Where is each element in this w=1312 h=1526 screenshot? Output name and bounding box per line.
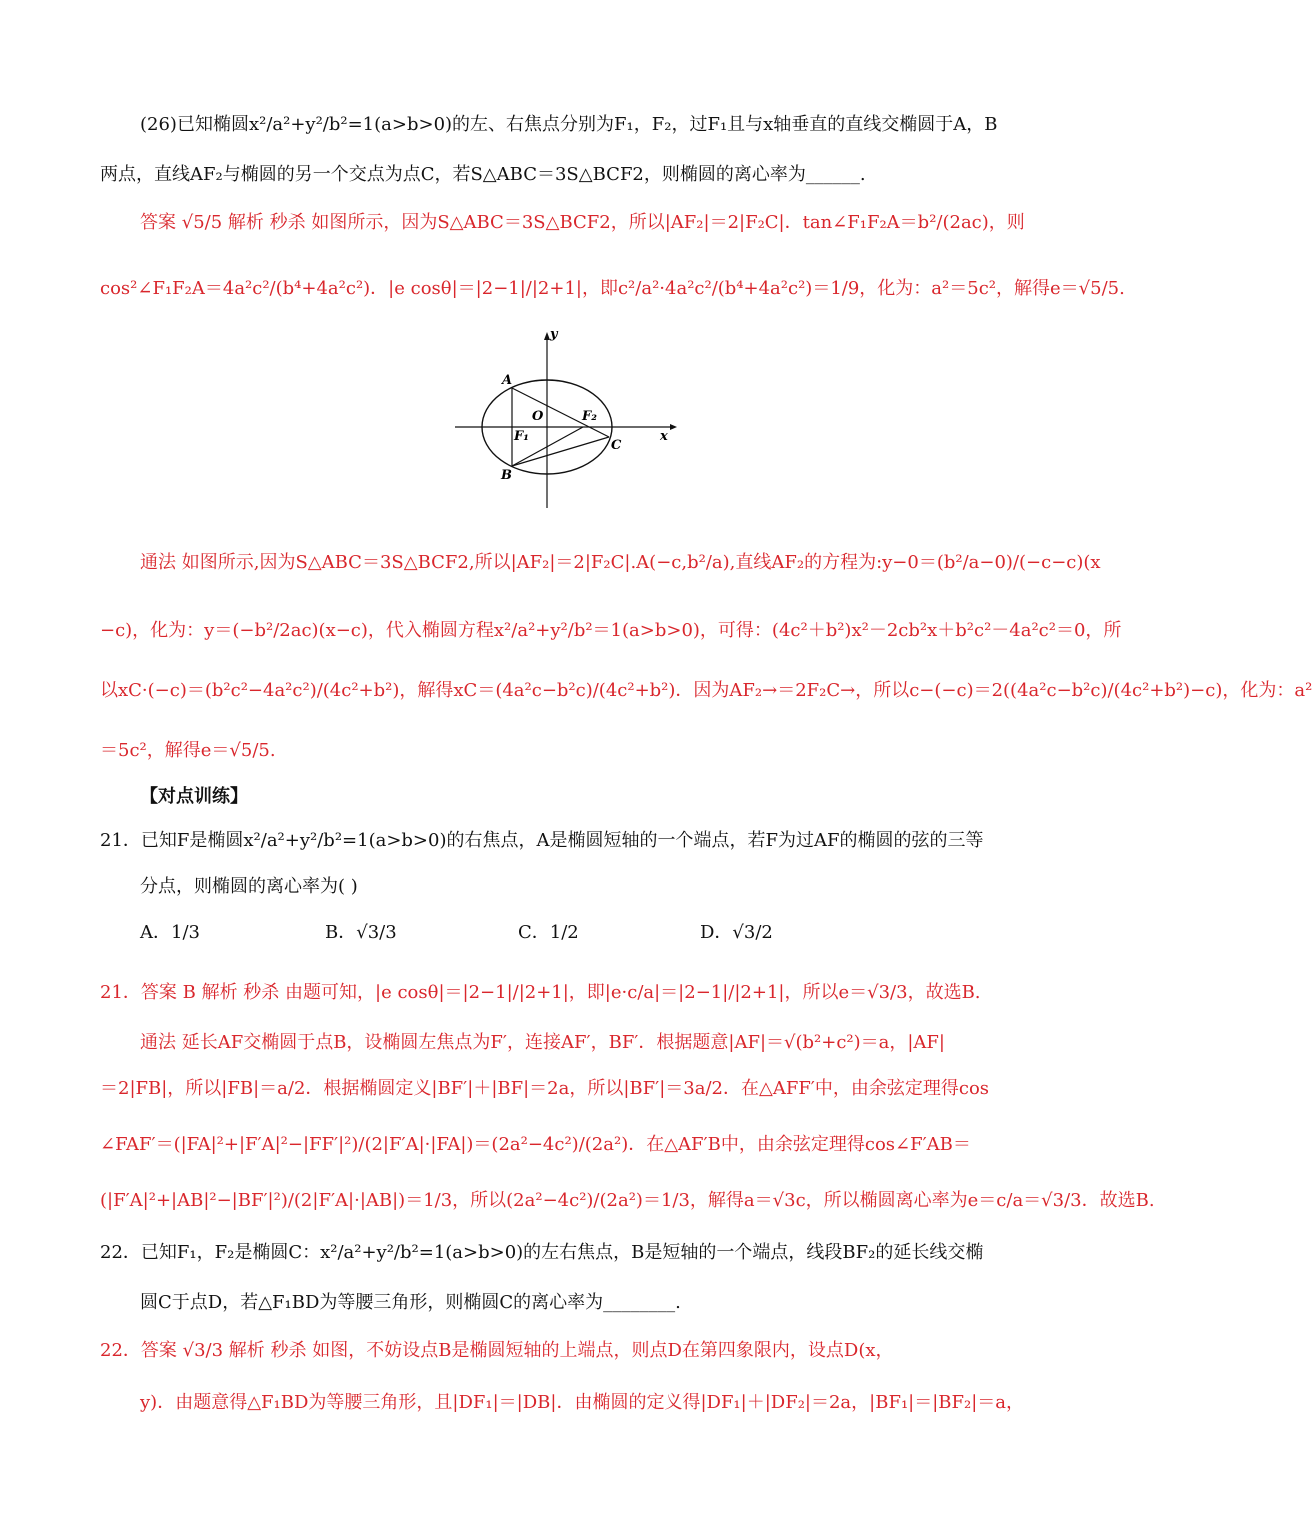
method-21-line-4: (|F′A|²+|AB|²−|BF′|²)/(2|F′A|·|AB|)＝1/3，所以(2a²−4c²)/(2a²)＝1/3，解得a＝√3c，所以椭圆离心率为e＝c/a＝√3/3．故选B. (100, 1190, 1155, 1211)
label-b: B (501, 468, 512, 483)
problem-21-line-1: 21．已知F是椭圆x²/a²+y²/b²=1(a>b>0)的右焦点，A是椭圆短轴的一个端点，若F为过AF的椭圆的弦的三等 (100, 830, 984, 851)
problem-22-line-2: 圆C于点D，若△F₁BD为等腰三角形，则椭圆C的离心率为________. (140, 1292, 681, 1313)
section-title: 【对点训练】 (140, 786, 248, 807)
label-y: y (550, 327, 558, 342)
problem-22-line-1: 22．已知F₁，F₂是椭圆C：x²/a²+y²/b²=1(a>b>0)的左右焦点，B是短轴的一个端点，线段BF₂的延长线交椭 (100, 1242, 984, 1263)
label-o: O (532, 409, 544, 424)
label-c: C (611, 438, 622, 453)
method-26-line-1: 通法 如图所示,因为S△ABC＝3S△BCF2,所以|AF₂|＝2|F₂C|.A(−c,b²/a),直线AF₂的方程为:y−0＝(b²/a−0)/(−c−c)(x (140, 552, 1101, 573)
method-26-line-3: 以xC·(−c)＝(b²c²−4a²c²)/(4c²+b²)，解得xC＝(4a²c−b²c)/(4c²+b²)．因为AF₂→＝2F₂C→，所以c−(−c)＝2((4a²c−b²c)/(4c²+b²)−c)，化为：a² (100, 680, 1312, 701)
answer-21-line-1: 21．答案 B 解析 秒杀 由题可知，|e cosθ|＝|2−1|/|2+1|，即|e·c/a|＝|2−1|/|2+1|，所以e＝√3/3，故选B. (100, 982, 981, 1003)
method-21-line-1: 通法 延长AF交椭圆于点B，设椭圆左焦点为F′，连接AF′，BF′．根据题意|AF|＝√(b²+c²)＝a，|AF| (140, 1032, 945, 1053)
method-21-line-2: ＝2|FB|，所以|FB|＝a/2．根据椭圆定义|BF′|＋|BF|＝2a，所以|BF′|＝3a/2．在△AFF′中，由余弦定理得cos (100, 1078, 990, 1099)
option-d: D．√3/2 (700, 922, 773, 943)
x-axis-arrow (670, 424, 677, 430)
method-26-line-2: −c)，化为：y＝(−b²/2ac)(x−c)，代入椭圆方程x²/a²+y²/b²＝1(a>b>0)，可得：(4c²＋b²)x²－2cb²x＋b²c²－4a²c²＝0，所 (100, 620, 1122, 641)
label-f1: F₁ (514, 429, 529, 444)
problem-21-line-2: 分点，则椭圆的离心率为( ) (140, 876, 358, 897)
label-x: x (660, 429, 668, 444)
ellipse-figure (455, 328, 685, 513)
answer-22-line-2: y)．由题意得△F₁BD为等腰三角形，且|DF₁|＝|DB|．由椭圆的定义得|DF₁|＋|DF₂|＝2a，|BF₁|＝|BF₂|＝a， (140, 1392, 1025, 1413)
method-26-line-4: ＝5c²，解得e＝√5/5. (100, 740, 276, 761)
answer-26-line-2: cos²∠F₁F₂A＝4a²c²/(b⁴+4a²c²)．|e cosθ|＝|2−1|/|2+1|，即c²/a²·4a²c²/(b⁴+4a²c²)＝1/9，化为：a²＝5c²，解得e＝√5/5. (100, 278, 1125, 299)
answer-26-line-1: 答案 √5/5 解析 秒杀 如图所示，因为S△ABC＝3S△BCF2，所以|AF₂|＝2|F₂C|．tan∠F₁F₂A＝b²/(2ac)，则 (140, 212, 1025, 233)
problem-26-line-1: (26)已知椭圆x²/a²+y²/b²=1(a>b>0)的左、右焦点分别为F₁，F₂，过F₁且与x轴垂直的直线交椭圆于A，B (140, 114, 998, 135)
problem-26-line-2: 两点，直线AF₂与椭圆的另一个交点为点C，若S△ABC＝3S△BCF2，则椭圆的离心率为______. (100, 164, 866, 185)
method-21-line-3: ∠FAF′＝(|FA|²+|F′A|²−|FF′|²)/(2|F′A|·|FA|)＝(2a²−4c²)/(2a²)．在△AF′B中，由余弦定理得cos∠F′AB＝ (100, 1134, 971, 1155)
option-a: A．1/3 (140, 922, 200, 943)
label-a: A (502, 373, 513, 388)
label-f2: F₂ (582, 409, 597, 424)
answer-22-line-1: 22．答案 √3/3 解析 秒杀 如图，不妨设点B是椭圆短轴的上端点，则点D在第四象限内，设点D(x， (100, 1340, 894, 1361)
option-c: C．1/2 (518, 922, 579, 943)
option-b: B．√3/3 (325, 922, 397, 943)
